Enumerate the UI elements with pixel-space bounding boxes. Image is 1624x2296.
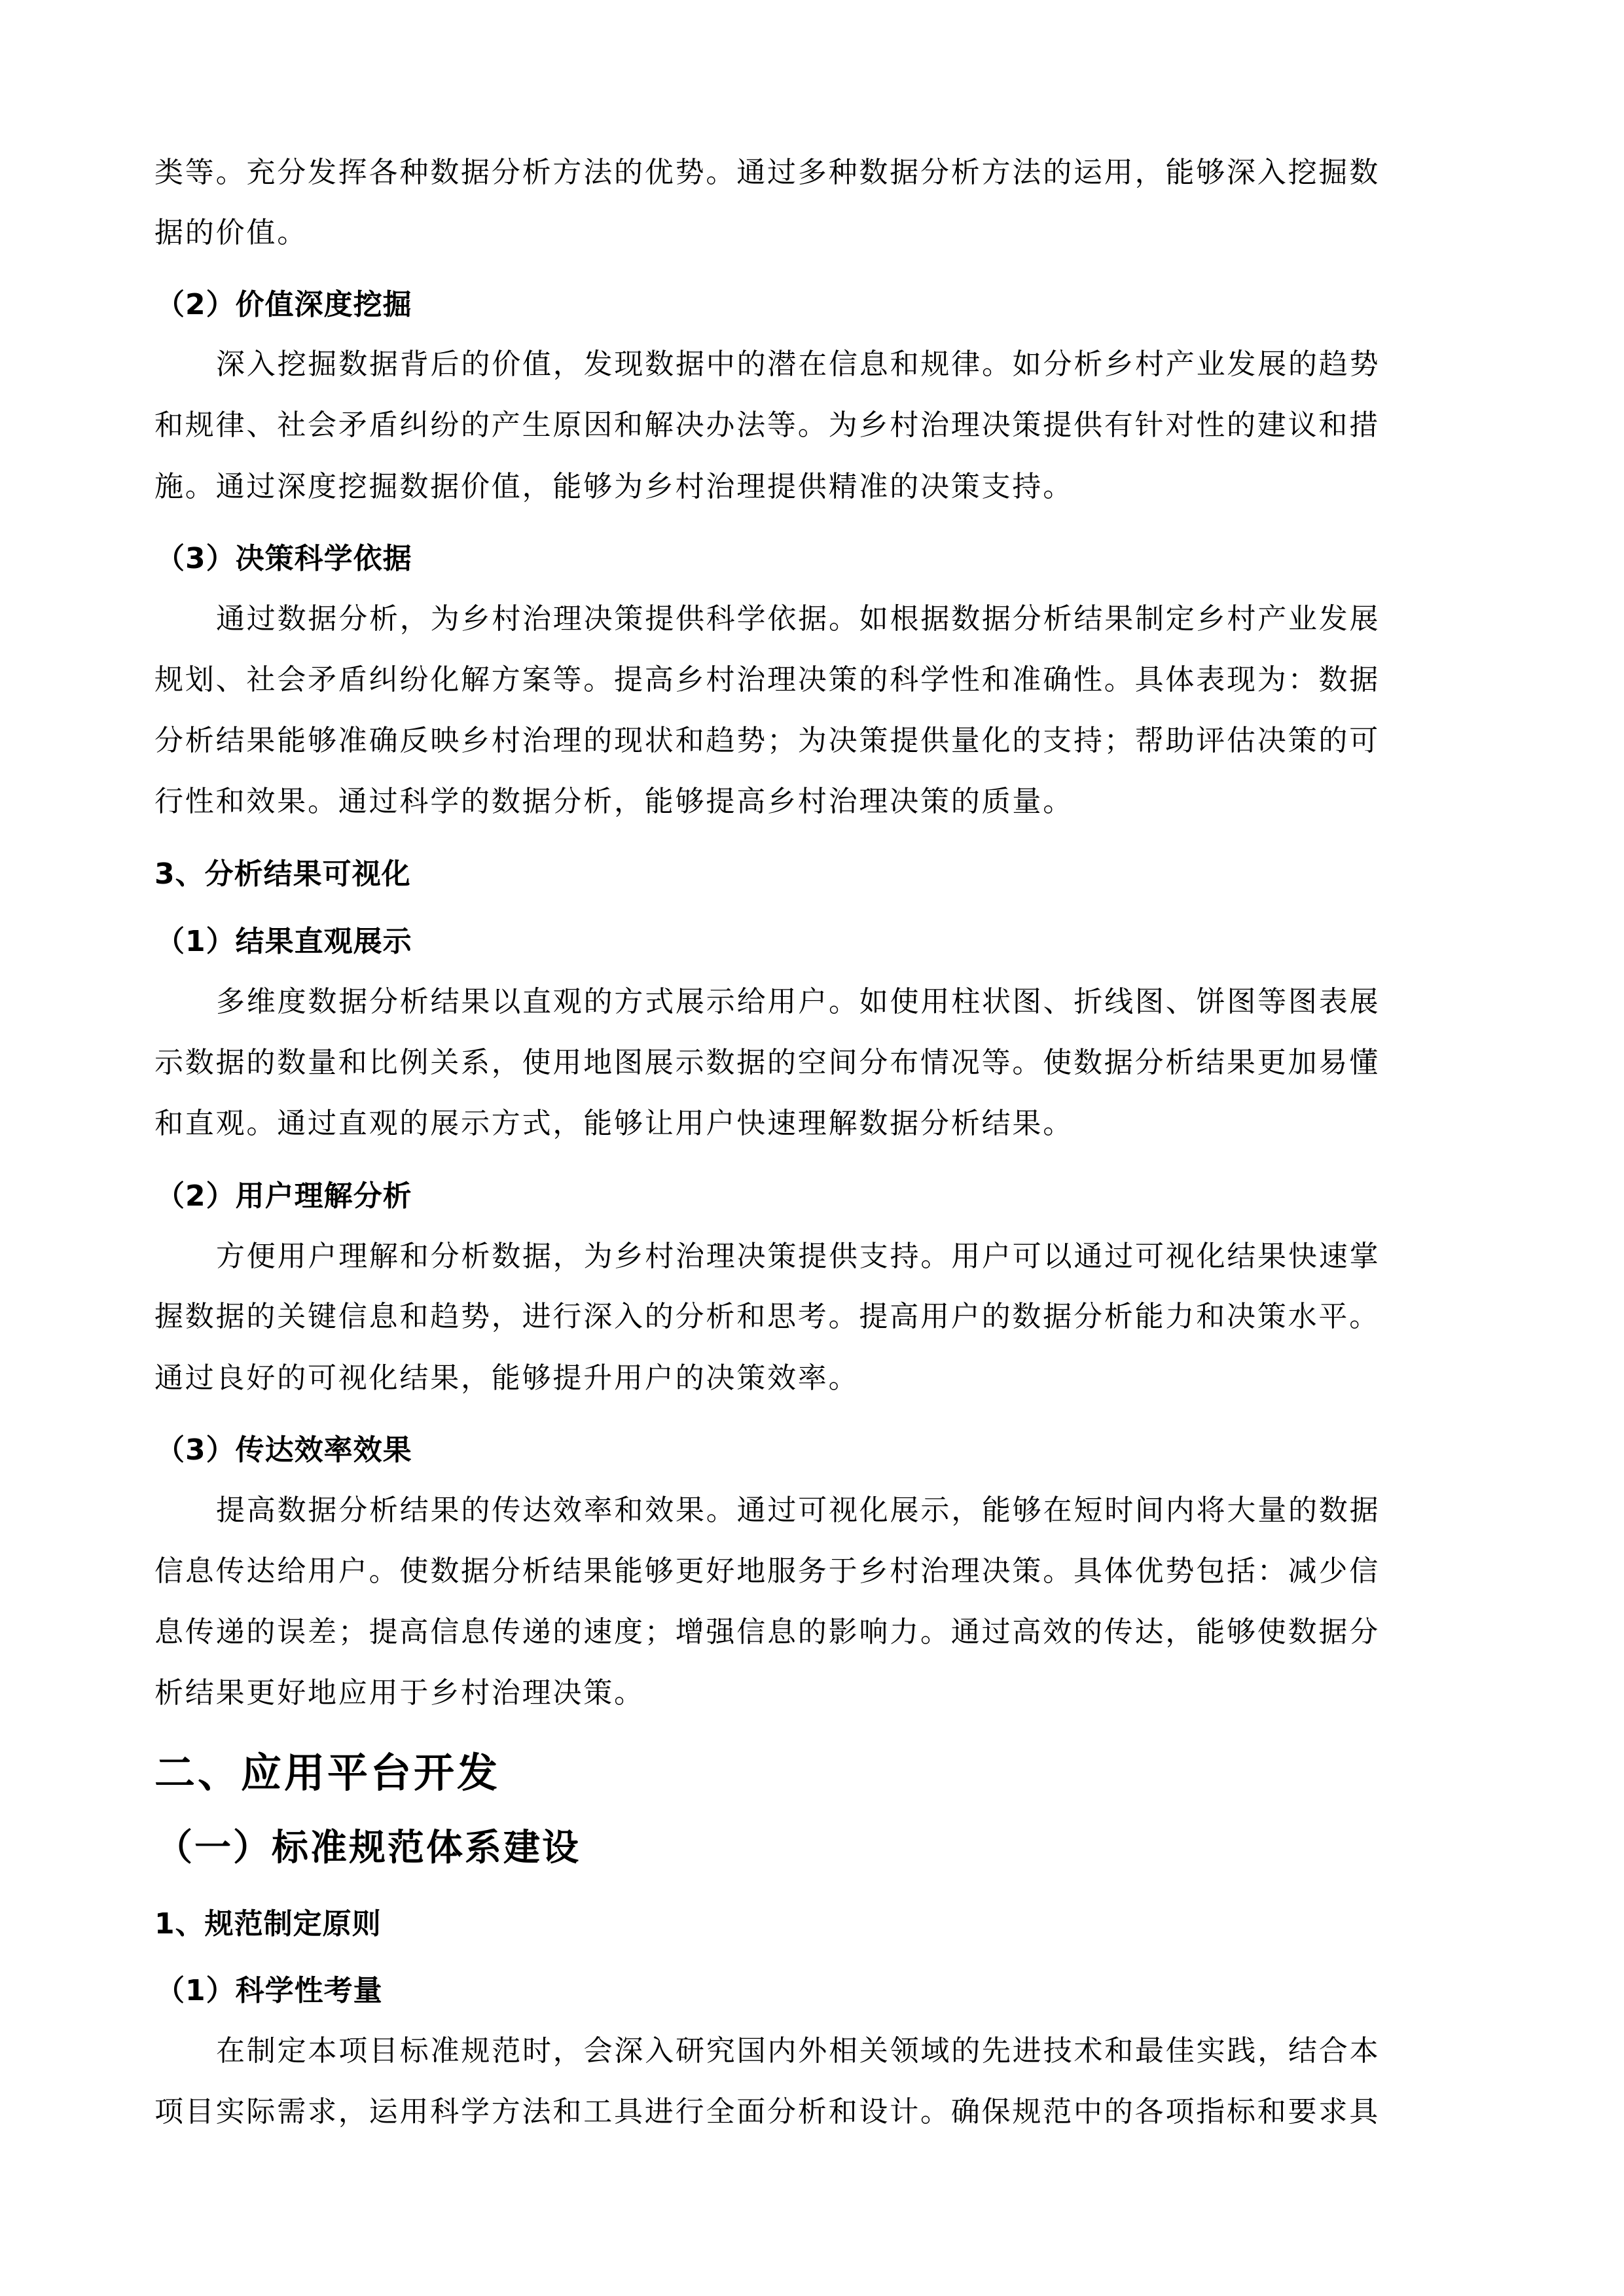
subheading-decision-basis: （3）决策科学依据 xyxy=(156,542,412,575)
paragraph-line: 信息传达给用户。使数据分析结果能够更好地服务于乡村治理决策。具体优势包括：减少信 xyxy=(154,1554,1380,1588)
paragraph-line: 和规律、社会矛盾纠纷的产生原因和解决办法等。为乡村治理决策提供有针对性的建议和措 xyxy=(154,408,1380,442)
paragraph-line: 项目实际需求，运用科学方法和工具进行全面分析和设计。确保规范中的各项指标和要求具 xyxy=(154,2095,1380,2128)
paragraph-line: 析结果更好地应用于乡村治理决策。 xyxy=(154,1676,645,1710)
paragraph-line: 类等。充分发挥各种数据分析方法的优势。通过多种数据分析方法的运用，能够深入挖掘数 xyxy=(154,156,1380,189)
subheading-intuitive-display: （1）结果直观展示 xyxy=(156,925,412,958)
paragraph-line: 分析结果能够准确反映乡村治理的现状和趋势；为决策提供量化的支持；帮助评估决策的可 xyxy=(154,724,1380,757)
paragraph-line: 在制定本项目标准规范时，会深入研究国内外相关领域的先进技术和最佳实践，结合本 xyxy=(216,2034,1380,2068)
subheading-user-understanding: （2）用户理解分析 xyxy=(156,1179,412,1213)
paragraph-line: 提高数据分析结果的传达效率和效果。通过可视化展示，能够在短时间内将大量的数据 xyxy=(216,1494,1380,1527)
paragraph-line: 深入挖掘数据背后的价值，发现数据中的潜在信息和规律。如分析乡村产业发展的趋势 xyxy=(216,348,1380,381)
subheading-scientific-consideration: （1）科学性考量 xyxy=(156,1974,383,2007)
chapter-heading-platform-development: 二、应用平台开发 xyxy=(154,1749,501,1797)
paragraph-line: 息传递的误差；提高信息传递的速度；增强信息的影响力。通过高效的传达，能够使数据分 xyxy=(154,1615,1380,1649)
subheading-value-mining: （2）价值深度挖掘 xyxy=(156,288,412,321)
paragraph-line: 通过良好的可视化结果，能够提升用户的决策效率。 xyxy=(154,1361,859,1395)
heading-visualization: 3、分析结果可视化 xyxy=(154,857,411,891)
paragraph-line: 施。通过深度挖掘数据价值，能够为乡村治理提供精准的决策支持。 xyxy=(154,470,1074,503)
paragraph-line: 通过数据分析，为乡村治理决策提供科学依据。如根据数据分析结果制定乡村产业发展 xyxy=(216,602,1380,636)
paragraph-line: 握数据的关键信息和趋势，进行深入的分析和思考。提高用户的数据分析能力和决策水平。 xyxy=(154,1300,1380,1333)
subheading-communication-efficiency: （3）传达效率效果 xyxy=(156,1433,412,1467)
section-heading-standards-system: （一）标准规范体系建设 xyxy=(156,1827,581,1869)
paragraph-line: 多维度数据分析结果以直观的方式展示给用户。如使用柱状图、折线图、饼图等图表展 xyxy=(216,985,1380,1018)
paragraph-line: 示数据的数量和比例关系，使用地图展示数据的空间分布情况等。使数据分析结果更加易懂 xyxy=(154,1046,1380,1079)
paragraph-line: 和直观。通过直观的展示方式，能够让用户快速理解数据分析结果。 xyxy=(154,1107,1074,1140)
paragraph-line: 据的价值。 xyxy=(154,216,308,249)
paragraph-line: 方便用户理解和分析数据，为乡村治理决策提供支持。用户可以通过可视化结果快速掌 xyxy=(216,1240,1380,1273)
heading-principles: 1、规范制定原则 xyxy=(154,1907,382,1941)
paragraph-line: 行性和效果。通过科学的数据分析，能够提高乡村治理决策的质量。 xyxy=(154,785,1074,818)
paragraph-line: 规划、社会矛盾纠纷化解方案等。提高乡村治理决策的科学性和准确性。具体表现为：数据 xyxy=(154,663,1380,696)
